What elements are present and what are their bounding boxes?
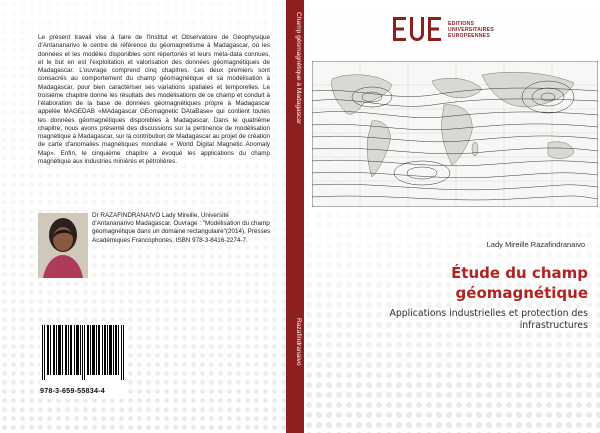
spine-author: Razafindranaivo <box>295 318 302 366</box>
isbn-number: 978-3-659-55834-4 <box>40 386 105 395</box>
barcode-icon <box>40 325 126 380</box>
author-photo <box>38 213 88 278</box>
book-title: Étude du champ géomagnétique <box>451 264 588 302</box>
isbn-barcode <box>40 325 126 399</box>
publisher-name: EDITIONS UNIVERSITAIRES EUROPEENNES <box>448 21 494 40</box>
spine-title: Champ géomagnétique à Madagascar <box>295 12 302 125</box>
book-subtitle: Applications industrielles et protection des infrastructures <box>389 308 588 331</box>
back-cover-blurb: Le présent travail vise à faire de l'Institut et Observatoire de Géophysique d'Antananarivo le centre de référence du géomagnétisme à Madagascar, où les données et les modèles disponibles sont répertoriés et leurs méta-data connues, et le but en est l'exploitation et valorisation des données géomagnétiques de Madagascar. L'ouvrage comprend cinq chapitres. Les deux premiers sont consacrés au comportement du champ géomagnétique et sa modélisation à Madagascar, pour bien caractériser ses variations spatiales et temporelles. Le troisième chapitre donne les résultats des modélisations de ce champ et conduit à l'élaboration de la base de données géomagnétiques propre à Madagascar appelée MAGEDAB «MAdagascar GEomagnetic DAtaBase» qui contient toutes les données géomagnétiques disponibles à Madagascar. Dans le quatrième chapitre, nous avons présenté des discussions sur la pertinence de modélisation magnétique à Madagascar, sur la contribution de Madagascar au projet de création de carte d'anomalies magnétiques mondiale « World Digital Magnetic Anomaly Map». Enfin, le cinquième chapitre a évoqué les applications du champ magnétique aux industries minières et pétrolières. <box>38 34 272 165</box>
author-name: Lady Mireille Razafindranaivo <box>486 240 585 249</box>
author-portrait-icon <box>38 213 88 278</box>
author-bio: Dr RAZAFINDRANAIVO Lady Mireille, Université d'Antananarivo Madagascar. Ouvrage : "Modélisation du champ géomagnétique dans un domaine rectangulaire"(2014), Presses Académiques Francophones, ISBN 978-3-8416-2274-7. <box>92 212 272 244</box>
back-cover <box>0 0 286 433</box>
geomagnetic-contour-map-image <box>312 61 598 207</box>
